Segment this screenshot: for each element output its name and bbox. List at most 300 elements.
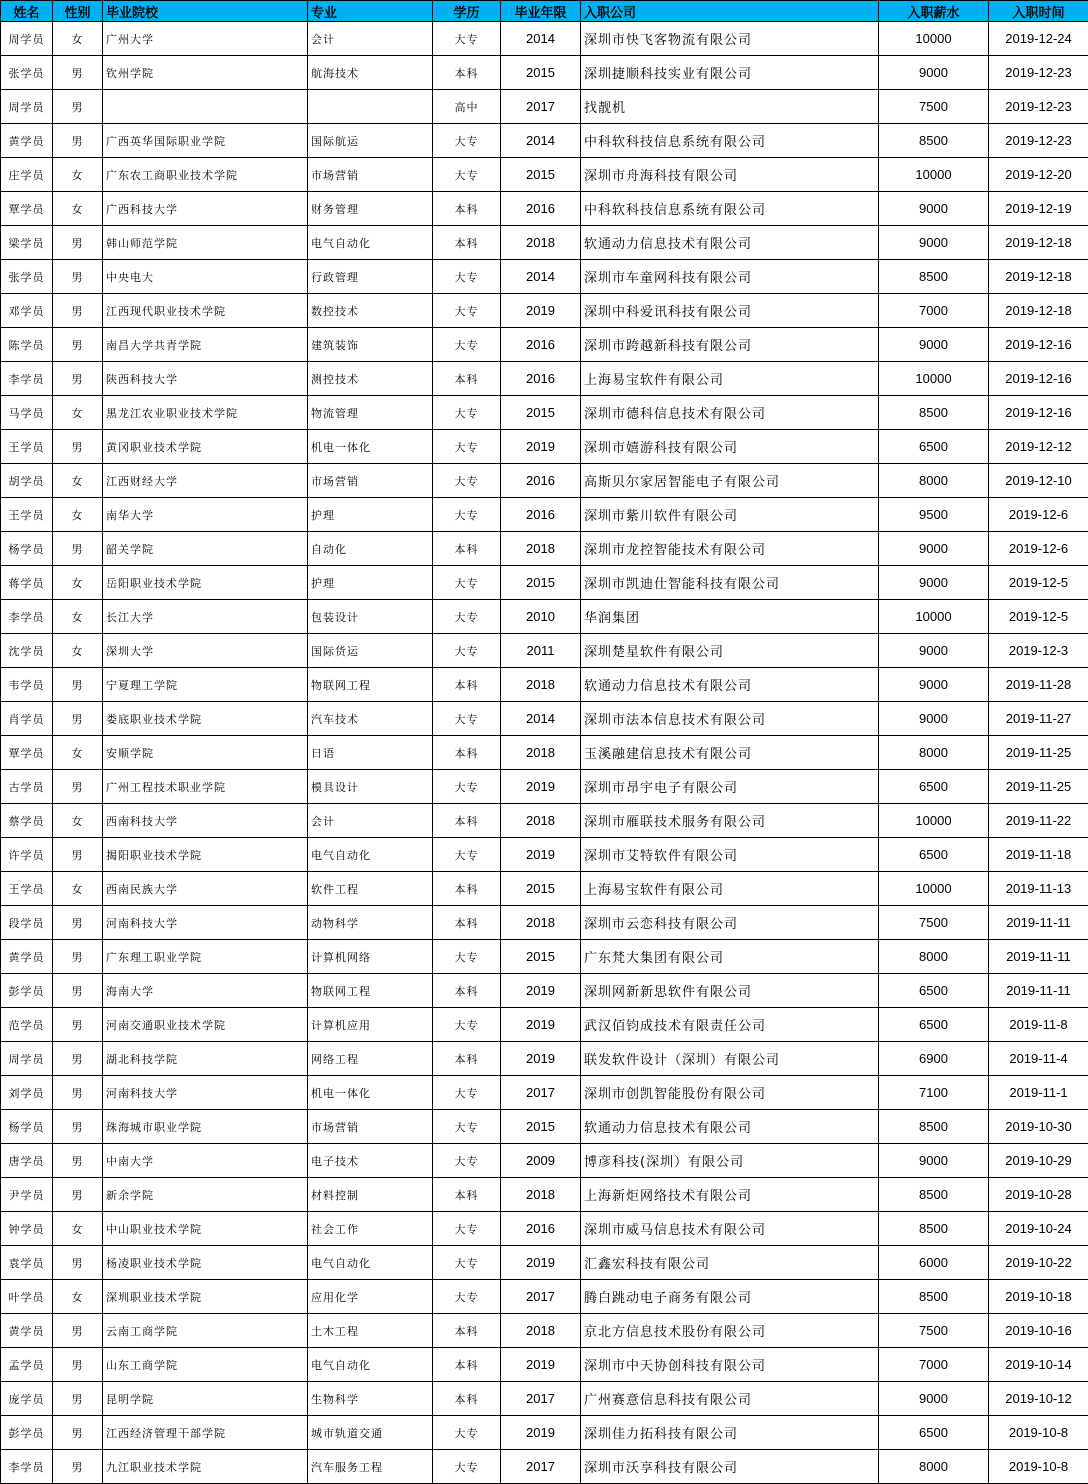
cell-grad-year[interactable]: 2016 [501,362,581,396]
cell-date[interactable]: 2019-12-20 [989,158,1088,192]
cell-grad-year[interactable]: 2018 [501,736,581,770]
cell-company[interactable]: 深圳市嬉游科技有限公司 [581,430,879,464]
cell-gender[interactable]: 男 [53,226,103,260]
cell-gender[interactable]: 男 [53,1450,103,1484]
cell-salary[interactable]: 8000 [879,940,989,974]
cell-major[interactable]: 市场营销 [308,158,433,192]
cell-grad-year[interactable]: 2017 [501,1382,581,1416]
cell-gender[interactable]: 女 [53,396,103,430]
cell-company[interactable]: 深圳市艾特软件有限公司 [581,838,879,872]
cell-major[interactable] [308,90,433,124]
cell-school[interactable]: 河南科技大学 [103,1076,308,1110]
cell-school[interactable]: 长江大学 [103,600,308,634]
cell-date[interactable]: 2019-12-12 [989,430,1088,464]
cell-salary[interactable]: 9000 [879,668,989,702]
cell-salary[interactable]: 6500 [879,1416,989,1450]
cell-salary[interactable]: 8000 [879,1450,989,1484]
cell-major[interactable]: 包装设计 [308,600,433,634]
cell-grad-year[interactable]: 2016 [501,192,581,226]
cell-grad-year[interactable]: 2019 [501,1416,581,1450]
cell-company[interactable]: 深圳市威马信息技术有限公司 [581,1212,879,1246]
cell-major[interactable]: 日语 [308,736,433,770]
cell-name[interactable]: 覃学员 [1,736,53,770]
cell-major[interactable]: 土木工程 [308,1314,433,1348]
cell-grad-year[interactable]: 2018 [501,668,581,702]
cell-date[interactable]: 2019-12-16 [989,396,1088,430]
cell-gender[interactable]: 男 [53,906,103,940]
cell-school[interactable]: 海南大学 [103,974,308,1008]
cell-gender[interactable]: 女 [53,736,103,770]
cell-name[interactable]: 梁学员 [1,226,53,260]
cell-school[interactable]: 江西现代职业技术学院 [103,294,308,328]
cell-major[interactable]: 护理 [308,498,433,532]
cell-company[interactable]: 深圳市昂宇电子有限公司 [581,770,879,804]
cell-education[interactable]: 本科 [433,532,501,566]
cell-grad-year[interactable]: 2014 [501,22,581,56]
header-school[interactable]: 毕业院校 [103,1,308,22]
cell-grad-year[interactable]: 2015 [501,56,581,90]
cell-major[interactable]: 国际航运 [308,124,433,158]
cell-company[interactable]: 博彦科技(深圳）有限公司 [581,1144,879,1178]
cell-date[interactable]: 2019-12-23 [989,56,1088,90]
cell-gender[interactable]: 男 [53,1110,103,1144]
header-company[interactable]: 入职公司 [581,1,879,22]
cell-name[interactable]: 杨学员 [1,532,53,566]
cell-major[interactable]: 物联网工程 [308,668,433,702]
cell-gender[interactable]: 女 [53,498,103,532]
cell-school[interactable]: 韩山师范学院 [103,226,308,260]
cell-school[interactable]: 陕西科技大学 [103,362,308,396]
cell-major[interactable]: 汽车服务工程 [308,1450,433,1484]
cell-salary[interactable]: 10000 [879,362,989,396]
cell-name[interactable]: 袁学员 [1,1246,53,1280]
cell-gender[interactable]: 男 [53,1076,103,1110]
cell-school[interactable]: 中南大学 [103,1144,308,1178]
cell-education[interactable]: 大专 [433,1144,501,1178]
cell-date[interactable]: 2019-11-27 [989,702,1088,736]
cell-major[interactable]: 电气自动化 [308,838,433,872]
cell-gender[interactable]: 男 [53,1042,103,1076]
cell-name[interactable]: 周学员 [1,90,53,124]
cell-name[interactable]: 王学员 [1,498,53,532]
cell-gender[interactable]: 男 [53,362,103,396]
cell-salary[interactable]: 8500 [879,1280,989,1314]
cell-company[interactable]: 深圳市龙控智能技术有限公司 [581,532,879,566]
cell-gender[interactable]: 女 [53,872,103,906]
cell-date[interactable]: 2019-10-12 [989,1382,1088,1416]
cell-company[interactable]: 深圳市德科信息技术有限公司 [581,396,879,430]
header-grad-year[interactable]: 毕业年限 [501,1,581,22]
cell-gender[interactable]: 女 [53,804,103,838]
cell-school[interactable]: 韶关学院 [103,532,308,566]
cell-company[interactable]: 深圳市跨越新科技有限公司 [581,328,879,362]
cell-company[interactable]: 深圳市快飞客物流有限公司 [581,22,879,56]
cell-name[interactable]: 马学员 [1,396,53,430]
cell-company[interactable]: 深圳市沃享科技有限公司 [581,1450,879,1484]
cell-date[interactable]: 2019-11-11 [989,974,1088,1008]
cell-name[interactable]: 叶学员 [1,1280,53,1314]
cell-salary[interactable]: 10000 [879,22,989,56]
cell-salary[interactable]: 9000 [879,1382,989,1416]
cell-name[interactable]: 李学员 [1,1450,53,1484]
cell-major[interactable]: 数控技术 [308,294,433,328]
cell-company[interactable]: 深圳市云恋科技有限公司 [581,906,879,940]
cell-school[interactable]: 深圳大学 [103,634,308,668]
cell-major[interactable]: 社会工作 [308,1212,433,1246]
cell-education[interactable]: 大专 [433,940,501,974]
cell-gender[interactable]: 女 [53,22,103,56]
cell-education[interactable]: 本科 [433,736,501,770]
cell-name[interactable]: 黄学员 [1,1314,53,1348]
cell-education[interactable]: 本科 [433,192,501,226]
cell-education[interactable]: 本科 [433,362,501,396]
cell-salary[interactable]: 6500 [879,838,989,872]
cell-gender[interactable]: 男 [53,668,103,702]
cell-salary[interactable]: 9000 [879,634,989,668]
cell-name[interactable]: 韦学员 [1,668,53,702]
cell-date[interactable]: 2019-10-24 [989,1212,1088,1246]
cell-school[interactable]: 宁夏理工学院 [103,668,308,702]
cell-name[interactable]: 胡学员 [1,464,53,498]
cell-salary[interactable]: 8000 [879,736,989,770]
cell-major[interactable]: 机电一体化 [308,430,433,464]
cell-school[interactable]: 山东工商学院 [103,1348,308,1382]
cell-education[interactable]: 大专 [433,838,501,872]
cell-date[interactable]: 2019-11-11 [989,940,1088,974]
cell-date[interactable]: 2019-10-8 [989,1450,1088,1484]
cell-name[interactable]: 彭学员 [1,1416,53,1450]
cell-major[interactable]: 测控技术 [308,362,433,396]
cell-date[interactable]: 2019-12-6 [989,498,1088,532]
cell-salary[interactable]: 7500 [879,90,989,124]
cell-grad-year[interactable]: 2016 [501,498,581,532]
cell-major[interactable]: 计算机网络 [308,940,433,974]
cell-gender[interactable]: 男 [53,532,103,566]
cell-name[interactable]: 蒋学员 [1,566,53,600]
cell-major[interactable]: 机电一体化 [308,1076,433,1110]
cell-grad-year[interactable]: 2015 [501,1110,581,1144]
cell-name[interactable]: 张学员 [1,56,53,90]
cell-education[interactable]: 大专 [433,770,501,804]
cell-education[interactable]: 大专 [433,464,501,498]
cell-school[interactable]: 湖北科技学院 [103,1042,308,1076]
cell-school[interactable] [103,90,308,124]
cell-company[interactable]: 武汉佰钧成技术有限责任公司 [581,1008,879,1042]
cell-gender[interactable]: 女 [53,158,103,192]
cell-grad-year[interactable]: 2016 [501,328,581,362]
cell-date[interactable]: 2019-12-23 [989,90,1088,124]
cell-date[interactable]: 2019-11-25 [989,736,1088,770]
cell-name[interactable]: 蔡学员 [1,804,53,838]
cell-salary[interactable]: 7100 [879,1076,989,1110]
cell-company[interactable]: 腾白跳动电子商务有限公司 [581,1280,879,1314]
cell-company[interactable]: 京北方信息技术股份有限公司 [581,1314,879,1348]
cell-company[interactable]: 深圳市创凯智能股份有限公司 [581,1076,879,1110]
cell-company[interactable]: 高斯贝尔家居智能电子有限公司 [581,464,879,498]
cell-education[interactable]: 大专 [433,1212,501,1246]
cell-gender[interactable]: 男 [53,1008,103,1042]
cell-name[interactable]: 孟学员 [1,1348,53,1382]
cell-education[interactable]: 大专 [433,702,501,736]
cell-major[interactable]: 软件工程 [308,872,433,906]
cell-grad-year[interactable]: 2014 [501,702,581,736]
cell-major[interactable]: 市场营销 [308,464,433,498]
cell-school[interactable]: 岳阳职业技术学院 [103,566,308,600]
cell-school[interactable]: 西南民族大学 [103,872,308,906]
cell-date[interactable]: 2019-11-8 [989,1008,1088,1042]
cell-school[interactable]: 娄底职业技术学院 [103,702,308,736]
cell-grad-year[interactable]: 2015 [501,566,581,600]
cell-education[interactable]: 大专 [433,260,501,294]
cell-school[interactable]: 中山职业技术学院 [103,1212,308,1246]
cell-name[interactable]: 杨学员 [1,1110,53,1144]
cell-name[interactable]: 张学员 [1,260,53,294]
cell-gender[interactable]: 女 [53,634,103,668]
cell-company[interactable]: 深圳市车童网科技有限公司 [581,260,879,294]
cell-gender[interactable]: 男 [53,124,103,158]
cell-major[interactable]: 护理 [308,566,433,600]
cell-salary[interactable]: 6500 [879,770,989,804]
cell-name[interactable]: 钟学员 [1,1212,53,1246]
cell-salary[interactable]: 9500 [879,498,989,532]
cell-date[interactable]: 2019-12-5 [989,566,1088,600]
cell-company[interactable]: 软通动力信息技术有限公司 [581,668,879,702]
cell-school[interactable]: 珠海城市职业学院 [103,1110,308,1144]
cell-date[interactable]: 2019-11-28 [989,668,1088,702]
cell-grad-year[interactable]: 2015 [501,940,581,974]
cell-company[interactable]: 广东梵大集团有限公司 [581,940,879,974]
cell-major[interactable]: 财务管理 [308,192,433,226]
cell-company[interactable]: 深圳捷顺科技实业有限公司 [581,56,879,90]
cell-grad-year[interactable]: 2011 [501,634,581,668]
cell-company[interactable]: 广州赛意信息科技有限公司 [581,1382,879,1416]
cell-education[interactable]: 大专 [433,124,501,158]
cell-date[interactable]: 2019-11-13 [989,872,1088,906]
cell-school[interactable]: 云南工商学院 [103,1314,308,1348]
cell-name[interactable]: 沈学员 [1,634,53,668]
cell-education[interactable]: 大专 [433,1246,501,1280]
cell-education[interactable]: 大专 [433,498,501,532]
cell-name[interactable]: 黄学员 [1,124,53,158]
cell-salary[interactable]: 8500 [879,1110,989,1144]
cell-grad-year[interactable]: 2019 [501,1246,581,1280]
cell-name[interactable]: 范学员 [1,1008,53,1042]
cell-date[interactable]: 2019-10-18 [989,1280,1088,1314]
cell-salary[interactable]: 9000 [879,192,989,226]
cell-school[interactable]: 中央电大 [103,260,308,294]
cell-company[interactable]: 联发软件设计（深圳）有限公司 [581,1042,879,1076]
cell-school[interactable]: 南昌大学共青学院 [103,328,308,362]
cell-major[interactable]: 建筑装饰 [308,328,433,362]
cell-name[interactable]: 李学员 [1,600,53,634]
cell-gender[interactable]: 男 [53,770,103,804]
cell-name[interactable]: 刘学员 [1,1076,53,1110]
cell-name[interactable]: 尹学员 [1,1178,53,1212]
cell-salary[interactable]: 7000 [879,1348,989,1382]
cell-gender[interactable]: 女 [53,1212,103,1246]
cell-grad-year[interactable]: 2010 [501,600,581,634]
cell-date[interactable]: 2019-11-18 [989,838,1088,872]
cell-salary[interactable]: 9000 [879,702,989,736]
cell-school[interactable]: 安顺学院 [103,736,308,770]
cell-grad-year[interactable]: 2017 [501,1280,581,1314]
cell-name[interactable]: 黄学员 [1,940,53,974]
cell-grad-year[interactable]: 2019 [501,1042,581,1076]
cell-major[interactable]: 物流管理 [308,396,433,430]
cell-gender[interactable]: 男 [53,1348,103,1382]
cell-school[interactable]: 广东理工职业学院 [103,940,308,974]
cell-company[interactable]: 深圳市雁联技术服务有限公司 [581,804,879,838]
cell-education[interactable]: 本科 [433,1178,501,1212]
cell-company[interactable]: 上海新炬网络技术有限公司 [581,1178,879,1212]
cell-company[interactable]: 找靓机 [581,90,879,124]
cell-name[interactable]: 周学员 [1,1042,53,1076]
cell-date[interactable]: 2019-10-16 [989,1314,1088,1348]
cell-company[interactable]: 软通动力信息技术有限公司 [581,226,879,260]
cell-grad-year[interactable]: 2018 [501,226,581,260]
header-major[interactable]: 专业 [308,1,433,22]
cell-salary[interactable]: 9000 [879,532,989,566]
cell-major[interactable]: 电子技术 [308,1144,433,1178]
cell-major[interactable]: 电气自动化 [308,1348,433,1382]
cell-name[interactable]: 陈学员 [1,328,53,362]
cell-education[interactable]: 本科 [433,1042,501,1076]
cell-salary[interactable]: 9000 [879,226,989,260]
cell-gender[interactable]: 男 [53,294,103,328]
cell-gender[interactable]: 男 [53,90,103,124]
cell-company[interactable]: 玉溪融建信息技术有限公司 [581,736,879,770]
cell-gender[interactable]: 男 [53,1416,103,1450]
cell-major[interactable]: 动物科学 [308,906,433,940]
cell-grad-year[interactable]: 2018 [501,906,581,940]
cell-salary[interactable]: 10000 [879,600,989,634]
cell-salary[interactable]: 9000 [879,56,989,90]
cell-major[interactable]: 电气自动化 [308,1246,433,1280]
cell-grad-year[interactable]: 2019 [501,430,581,464]
cell-school[interactable]: 黑龙江农业职业技术学院 [103,396,308,430]
cell-name[interactable]: 庞学员 [1,1382,53,1416]
cell-name[interactable]: 庄学员 [1,158,53,192]
cell-grad-year[interactable]: 2018 [501,532,581,566]
cell-name[interactable]: 段学员 [1,906,53,940]
cell-date[interactable]: 2019-10-29 [989,1144,1088,1178]
cell-gender[interactable]: 男 [53,430,103,464]
cell-education[interactable]: 高中 [433,90,501,124]
cell-gender[interactable]: 男 [53,260,103,294]
cell-name[interactable]: 彭学员 [1,974,53,1008]
cell-date[interactable]: 2019-12-3 [989,634,1088,668]
cell-major[interactable]: 汽车技术 [308,702,433,736]
cell-school[interactable]: 河南交通职业技术学院 [103,1008,308,1042]
header-date[interactable]: 入职时间 [989,1,1088,22]
cell-date[interactable]: 2019-11-4 [989,1042,1088,1076]
cell-grad-year[interactable]: 2014 [501,260,581,294]
cell-company[interactable]: 深圳中科爱讯科技有限公司 [581,294,879,328]
cell-date[interactable]: 2019-12-10 [989,464,1088,498]
cell-salary[interactable]: 8500 [879,1178,989,1212]
cell-name[interactable]: 覃学员 [1,192,53,226]
cell-major[interactable]: 物联网工程 [308,974,433,1008]
cell-date[interactable]: 2019-12-23 [989,124,1088,158]
cell-gender[interactable]: 女 [53,464,103,498]
cell-salary[interactable]: 9000 [879,328,989,362]
cell-grad-year[interactable]: 2019 [501,838,581,872]
cell-major[interactable]: 生物科学 [308,1382,433,1416]
cell-grad-year[interactable]: 2019 [501,770,581,804]
header-salary[interactable]: 入职薪水 [879,1,989,22]
cell-date[interactable]: 2019-12-16 [989,328,1088,362]
cell-major[interactable]: 电气自动化 [308,226,433,260]
cell-major[interactable]: 市场营销 [308,1110,433,1144]
cell-date[interactable]: 2019-12-18 [989,294,1088,328]
cell-school[interactable]: 揭阳职业技术学院 [103,838,308,872]
cell-education[interactable]: 本科 [433,1382,501,1416]
cell-name[interactable]: 周学员 [1,22,53,56]
cell-salary[interactable]: 8500 [879,396,989,430]
cell-company[interactable]: 中科软科技信息系统有限公司 [581,192,879,226]
cell-school[interactable]: 九江职业技术学院 [103,1450,308,1484]
cell-name[interactable]: 王学员 [1,872,53,906]
cell-grad-year[interactable]: 2017 [501,1450,581,1484]
cell-school[interactable]: 昆明学院 [103,1382,308,1416]
cell-education[interactable]: 大专 [433,1280,501,1314]
cell-company[interactable]: 深圳市法本信息技术有限公司 [581,702,879,736]
cell-salary[interactable]: 8500 [879,1212,989,1246]
cell-education[interactable]: 大专 [433,1076,501,1110]
cell-date[interactable]: 2019-12-6 [989,532,1088,566]
cell-education[interactable]: 本科 [433,1314,501,1348]
cell-gender[interactable]: 男 [53,328,103,362]
cell-school[interactable]: 杨凌职业技术学院 [103,1246,308,1280]
cell-school[interactable]: 河南科技大学 [103,906,308,940]
cell-date[interactable]: 2019-11-1 [989,1076,1088,1110]
cell-date[interactable]: 2019-12-18 [989,226,1088,260]
cell-education[interactable]: 大专 [433,430,501,464]
cell-major[interactable]: 会计 [308,22,433,56]
cell-salary[interactable]: 7000 [879,294,989,328]
cell-education[interactable]: 本科 [433,872,501,906]
cell-company[interactable]: 深圳市舟海科技有限公司 [581,158,879,192]
cell-education[interactable]: 本科 [433,1348,501,1382]
cell-education[interactable]: 大专 [433,1008,501,1042]
cell-education[interactable]: 大专 [433,600,501,634]
cell-major[interactable]: 模具设计 [308,770,433,804]
header-education[interactable]: 学历 [433,1,501,22]
cell-salary[interactable]: 6500 [879,974,989,1008]
cell-education[interactable]: 大专 [433,1110,501,1144]
cell-salary[interactable]: 10000 [879,804,989,838]
cell-education[interactable]: 大专 [433,294,501,328]
header-name[interactable]: 姓名 [1,1,53,22]
cell-major[interactable]: 材料控制 [308,1178,433,1212]
cell-salary[interactable]: 8000 [879,464,989,498]
cell-education[interactable]: 大专 [433,1416,501,1450]
cell-major[interactable]: 计算机应用 [308,1008,433,1042]
cell-gender[interactable]: 男 [53,702,103,736]
cell-grad-year[interactable]: 2016 [501,1212,581,1246]
cell-grad-year[interactable]: 2015 [501,158,581,192]
cell-salary[interactable]: 10000 [879,158,989,192]
cell-major[interactable]: 国际货运 [308,634,433,668]
cell-education[interactable]: 本科 [433,804,501,838]
cell-company[interactable]: 软通动力信息技术有限公司 [581,1110,879,1144]
cell-school[interactable]: 江西财经大学 [103,464,308,498]
cell-grad-year[interactable]: 2018 [501,804,581,838]
cell-school[interactable]: 江西经济管理干部学院 [103,1416,308,1450]
cell-gender[interactable]: 男 [53,1178,103,1212]
cell-education[interactable]: 本科 [433,974,501,1008]
cell-grad-year[interactable]: 2016 [501,464,581,498]
